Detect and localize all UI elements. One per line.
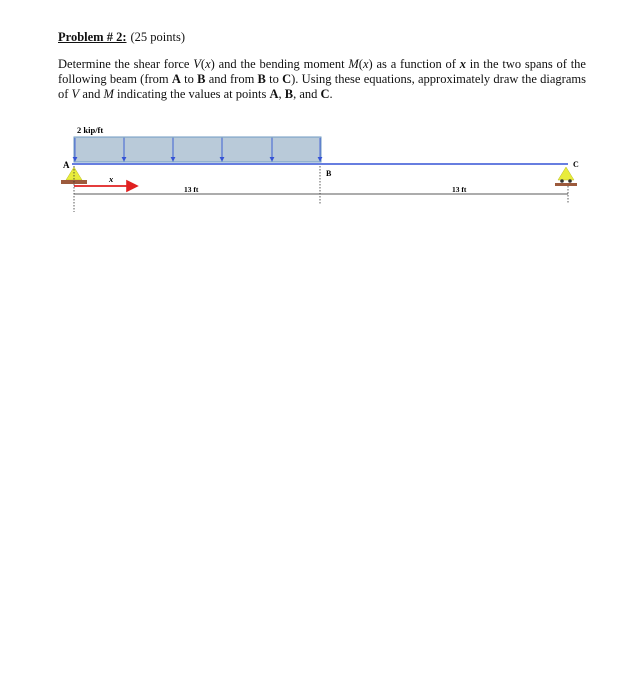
roller-support-c	[555, 167, 577, 186]
statement-segment: to	[265, 72, 283, 86]
statement-segment: B	[197, 72, 206, 86]
statement-segment: indicating the values at points	[113, 87, 270, 101]
statement-segment: B	[284, 87, 294, 101]
point-c-label: C	[573, 160, 579, 169]
statement-segment: A	[269, 87, 279, 101]
load-label: 2 kip/ft	[77, 125, 104, 135]
statement-segment: B	[257, 72, 266, 86]
statement-segment: ) and the bending moment	[210, 57, 349, 71]
statement-segment: and	[79, 87, 104, 101]
statement-segment: , and	[293, 87, 321, 101]
distributed-load-block	[74, 137, 321, 162]
point-a-label: A	[63, 160, 70, 170]
statement-segment: x	[459, 57, 466, 71]
problem-label: Problem # 2:	[58, 30, 127, 44]
statement-segment: and from	[205, 72, 258, 86]
statement-segment: .	[329, 87, 333, 101]
point-b-label: B	[326, 169, 332, 178]
problem-points: (25 points)	[130, 30, 186, 44]
statement-segment: ,	[278, 87, 285, 101]
statement-segment: x	[205, 57, 211, 71]
statement-segment: ). Using these equations, approximately draw the diagrams of	[58, 72, 586, 101]
statement-segment: (	[358, 57, 363, 71]
statement-segment: C	[320, 87, 330, 101]
x-label: x	[109, 174, 114, 184]
dimension-lines	[74, 166, 568, 212]
span-bc-label: 13 ft	[452, 185, 467, 194]
statement-segment: Determine the shear force	[58, 57, 194, 71]
statement-segment: M	[103, 87, 114, 101]
statement-segment: C	[282, 72, 292, 86]
statement-segment: M	[348, 57, 359, 71]
statement-segment: A	[171, 72, 181, 86]
statement-segment: (	[200, 57, 206, 71]
statement-segment: x	[362, 57, 369, 71]
statement-segment: V	[71, 87, 80, 101]
statement-segment: ) as a function of	[368, 57, 460, 71]
statement-segment: in the two spans of the following beam (from	[58, 57, 586, 86]
statement-segment: V	[193, 57, 201, 71]
statement-segment: to	[180, 72, 198, 86]
span-ab-label: 13 ft	[184, 185, 199, 194]
